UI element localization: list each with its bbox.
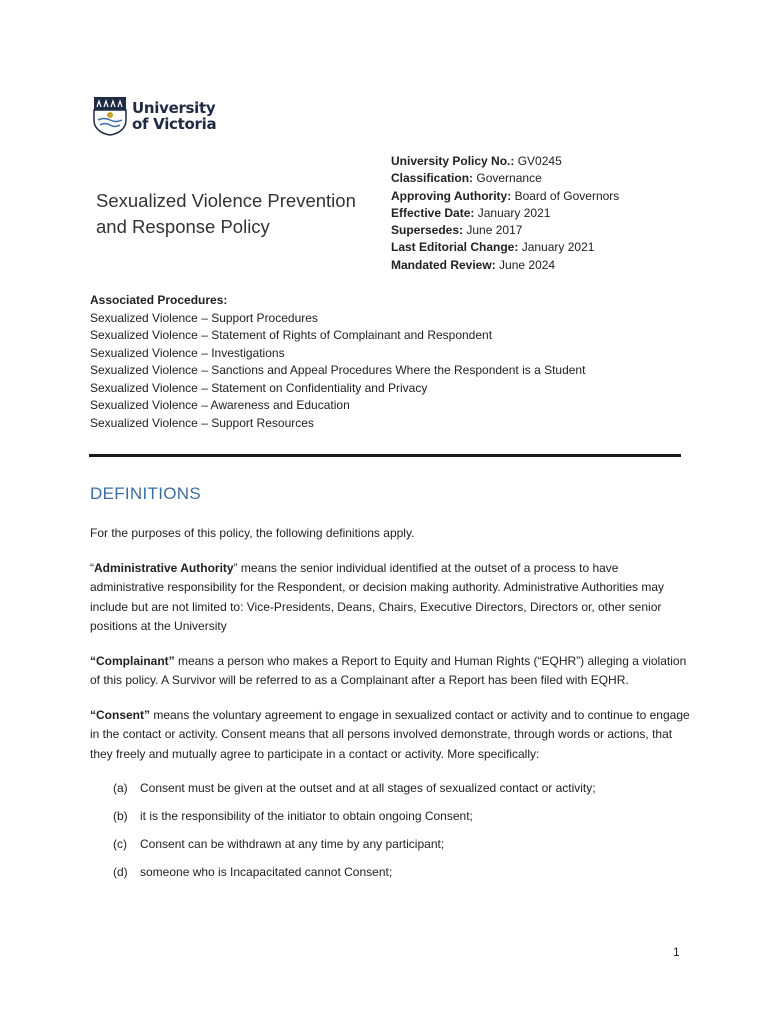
logo-wordmark: University of Victoria: [132, 99, 217, 133]
meta-row: Last Editorial Change: January 2021: [391, 240, 595, 255]
definition-complainant: “Complainant” means a person who makes a Report to Equity and Human Rights (“EQHR”) alleging a violation of this policy. A Survivor will be referred to as a Complainant after a Report has been filed with EQHR.: [90, 653, 687, 687]
procedure-item: Sexualized Violence – Support Resources: [90, 415, 314, 430]
procedure-item: Sexualized Violence – Investigations: [90, 345, 285, 360]
definitions-intro: For the purposes of this policy, the following definitions apply.: [90, 526, 415, 540]
procedure-item: Sexualized Violence – Statement of Rights of Complainant and Respondent: [90, 328, 493, 342]
policy-metadata: [391, 153, 619, 274]
definitions-body: [90, 524, 690, 891]
list-item: (a) Consent must be given at the outset and at all stages of sexualized contact or activity;: [113, 781, 596, 795]
procedure-item: Sexualized Violence – Statement on Confidentiality and Privacy: [90, 380, 428, 395]
list-item: (d) someone who is Incapacitated cannot Consent;: [113, 865, 393, 879]
meta-row: Approving Authority: Board of Governors: [391, 188, 620, 203]
consent-list: [90, 779, 690, 883]
list-item: (c) Consent can be withdrawn at any time by any participant;: [113, 837, 445, 851]
meta-row: Supersedes: June 2017: [391, 223, 523, 238]
associated-heading: Associated Procedures:: [90, 293, 228, 307]
definition-consent: “Consent” means the voluntary agreement to engage in sexualized contact or activity and to continue to engage in the contact or activity. Consent means that all persons involved demonstrate, through words or actions, that they freely and mutually agree to participate in a contact or activity. More specifically:: [90, 707, 690, 761]
meta-row: Effective Date: January 2021: [391, 205, 551, 220]
definitions-heading: DEFINITIONS: [90, 484, 201, 503]
document-title: Sexualized Violence Prevention and Response Policy: [96, 190, 356, 237]
university-logo: [93, 96, 216, 136]
meta-row: Classification: Governance: [391, 171, 542, 186]
list-item: (b) it is the responsibility of the initiator to obtain ongoing Consent;: [113, 809, 473, 823]
procedure-item: Sexualized Violence – Awareness and Education: [90, 398, 350, 412]
meta-row: Mandated Review: June 2024: [391, 257, 556, 272]
associated-procedures: [90, 292, 585, 432]
procedure-item: Sexualized Violence – Sanctions and Appeal Procedures Where the Respondent is a Student: [90, 363, 586, 377]
section-divider: [89, 454, 681, 457]
meta-row: University Policy No.: GV0245: [391, 154, 562, 168]
definition-administrative-authority: “Administrative Authority” means the senior individual identified at the outset of a process to have administrative responsibility for the Respondent, or decision making authority. Administrative Authorities may include but are not limited to: Vice-Presidents, Deans, Chairs, Executive Directors, Directors or, other senior positions at the University: [90, 560, 665, 633]
crest-icon: [93, 96, 127, 136]
page-number: 1: [673, 945, 680, 959]
procedure-item: Sexualized Violence – Support Procedures: [90, 310, 318, 325]
